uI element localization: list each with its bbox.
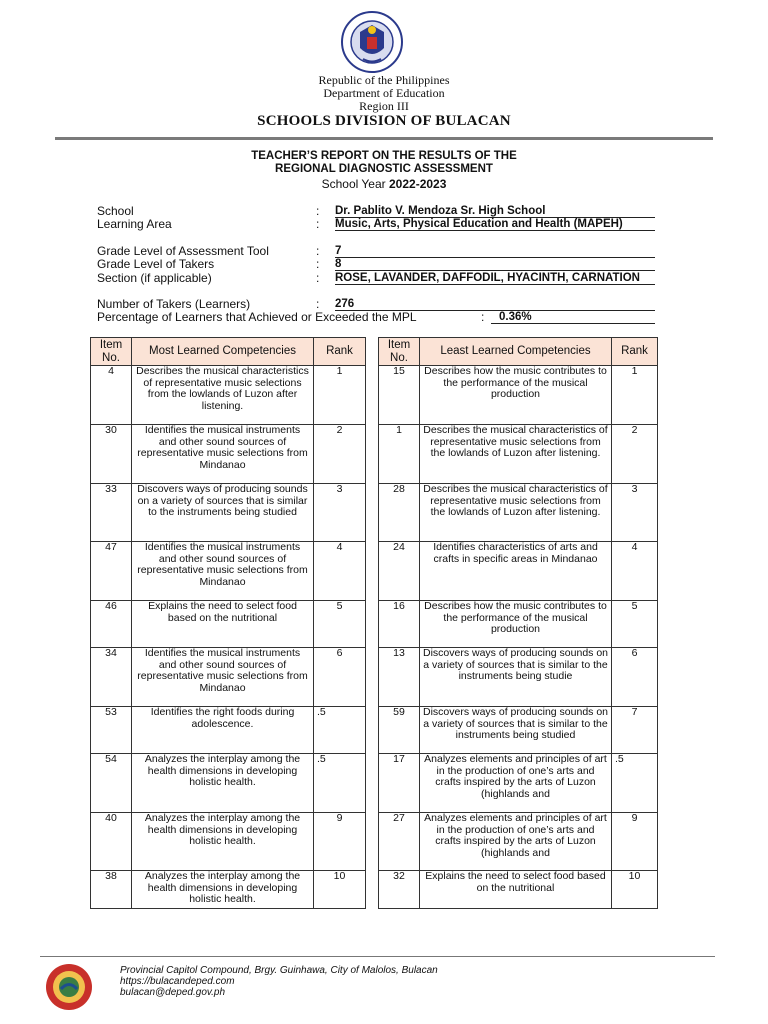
report-title-line1: TEACHER’S REPORT ON THE RESULTS OF THE <box>251 150 517 162</box>
report-title-line2: REGIONAL DIAGNOSTIC ASSESSMENT <box>275 163 493 175</box>
competency-cell: Discovers ways of producing sounds on a variety of sources that is similar to the instruments being studie <box>420 648 612 707</box>
header-division: SCHOOLS DIVISION OF BULACAN <box>257 113 511 129</box>
item-no-cell: 46 <box>91 601 132 648</box>
rank-cell: 2 <box>314 425 366 484</box>
bulacan-seal-logo <box>38 962 100 1012</box>
item-no-cell: 27 <box>379 813 420 871</box>
item-no-cell: 1 <box>379 425 420 484</box>
table-row <box>91 707 366 754</box>
school-value: Dr. Pablito V. Mendoza Sr. High School <box>335 205 655 218</box>
rank-cell: .5 <box>612 754 658 813</box>
rank-cell: 6 <box>612 648 658 707</box>
table-header-row <box>379 338 658 366</box>
header-department: Department of Education <box>323 86 445 100</box>
table-row <box>379 366 658 425</box>
rank-header: Rank <box>314 338 366 366</box>
competency-cell: Discovers ways of producing sounds on a variety of sources that is similar to the instruments being studied <box>420 707 612 754</box>
competency-cell: Describes the musical characteristics of representative music selections from the lowlands of Luzon after listening. <box>132 366 314 425</box>
mpl-value: 0.36% <box>491 311 655 324</box>
item-no-cell: 38 <box>91 871 132 909</box>
footer-contact <box>120 965 438 998</box>
competency-cell: Analyzes the interplay among the health dimensions in developing holistic health. <box>132 813 314 871</box>
takers-label: Number of Takers (Learners) <box>97 297 251 311</box>
competency-cell: Describes the musical characteristics of representative music selections from the lowlands of Luzon after listening. <box>420 484 612 542</box>
item-no-cell: 32 <box>379 871 420 909</box>
table-row <box>379 425 658 484</box>
competency-cell: Identifies the musical instruments and other sound sources of representative music selections from Mindanao <box>132 425 314 484</box>
competency-cell: Describes the musical characteristics of representative music selections from the lowlands of Luzon after listening. <box>420 425 612 484</box>
competency-cell: Identifies the musical instruments and other sound sources of representative music selections from Mindanao <box>132 648 314 707</box>
table-row <box>91 425 366 484</box>
item-no-header: Item No. <box>379 338 420 366</box>
item-no-cell: 40 <box>91 813 132 871</box>
competency-cell: Identifies the musical instruments and other sound sources of representative music selections from Mindanao <box>132 542 314 601</box>
item-no-cell: 15 <box>379 366 420 425</box>
table-row <box>379 542 658 601</box>
colon: : <box>316 297 320 311</box>
item-no-cell: 34 <box>91 648 132 707</box>
rank-cell: 7 <box>612 707 658 754</box>
header-divider <box>55 137 713 140</box>
colon: : <box>316 217 320 231</box>
rank-cell: 5 <box>314 601 366 648</box>
deped-seal-logo <box>337 10 407 74</box>
competency-cell: Identifies characteristics of arts and crafts in specific areas in Mindanao <box>420 542 612 601</box>
competency-cell: Analyzes elements and principles of art in the production of one’s arts and crafts inspired by the arts of Luzon (highlands and <box>420 813 612 871</box>
item-no-cell: 59 <box>379 707 420 754</box>
table-row <box>379 754 658 813</box>
competency-cell: Identifies the right foods during adolescence. <box>132 707 314 754</box>
colon: : <box>316 257 320 271</box>
item-no-cell: 17 <box>379 754 420 813</box>
table-row <box>91 871 366 909</box>
item-no-cell: 16 <box>379 601 420 648</box>
most-learned-table <box>90 337 366 909</box>
colon: : <box>316 271 320 285</box>
rank-cell: 5 <box>612 601 658 648</box>
school-year: School Year 2022-2023 <box>321 177 447 191</box>
item-no-header: Item No. <box>91 338 132 366</box>
table-row <box>91 601 366 648</box>
rank-cell: 6 <box>314 648 366 707</box>
section-label: Section (if applicable) <box>97 271 212 285</box>
rank-cell: 4 <box>314 542 366 601</box>
competency-cell: Describes how the music contributes to the performance of the musical production <box>420 366 612 425</box>
competency-cell: Discovers ways of producing sounds on a variety of sources that is similar to the instruments being studied <box>132 484 314 542</box>
rank-cell: 3 <box>314 484 366 542</box>
item-no-cell: 30 <box>91 425 132 484</box>
rank-cell: 1 <box>612 366 658 425</box>
colon: : <box>316 244 320 258</box>
item-no-cell: 54 <box>91 754 132 813</box>
table-row <box>379 601 658 648</box>
competency-cell: Explains the need to select food based on the nutritional <box>420 871 612 909</box>
rank-cell: 3 <box>612 484 658 542</box>
colon: : <box>481 310 485 324</box>
table-row <box>91 648 366 707</box>
footer-website[interactable]: https://bulacandeped.com <box>120 976 235 987</box>
grade-takers-label: Grade Level of Takers <box>97 257 215 271</box>
header-republic: Republic of the Philippines <box>318 73 450 87</box>
rank-cell: 1 <box>314 366 366 425</box>
competency-header: Least Learned Competencies <box>420 338 612 366</box>
table-row <box>379 648 658 707</box>
table-header-row <box>91 338 366 366</box>
grade-tool-label: Grade Level of Assessment Tool <box>97 244 269 258</box>
rank-cell: .5 <box>314 707 366 754</box>
item-no-cell: 53 <box>91 707 132 754</box>
item-no-cell: 47 <box>91 542 132 601</box>
table-row <box>91 542 366 601</box>
table-row <box>91 813 366 871</box>
item-no-cell: 13 <box>379 648 420 707</box>
grade-tool-value: 7 <box>335 245 655 258</box>
colon: : <box>316 204 320 218</box>
table-row <box>379 871 658 909</box>
rank-header: Rank <box>612 338 658 366</box>
item-no-cell: 24 <box>379 542 420 601</box>
rank-cell: 2 <box>612 425 658 484</box>
rank-cell: .5 <box>314 754 366 813</box>
footer-address: Provincial Capitol Compound, Brgy. Guinhawa, City of Malolos, Bulacan <box>120 965 438 976</box>
rank-cell: 10 <box>612 871 658 909</box>
competency-header: Most Learned Competencies <box>132 338 314 366</box>
item-no-cell: 28 <box>379 484 420 542</box>
footer-email[interactable]: bulacan@deped.gov.ph <box>120 987 226 998</box>
rank-cell: 4 <box>612 542 658 601</box>
rank-cell: 10 <box>314 871 366 909</box>
table-row <box>91 484 366 542</box>
header-region: Region III <box>359 99 409 113</box>
school-label: School <box>97 204 134 218</box>
table-row <box>379 813 658 871</box>
rank-cell: 9 <box>612 813 658 871</box>
rank-cell: 9 <box>314 813 366 871</box>
competency-cell: Describes how the music contributes to the performance of the musical production <box>420 601 612 648</box>
least-learned-table <box>378 337 658 909</box>
table-row <box>91 754 366 813</box>
grade-takers-value: 8 <box>335 258 655 271</box>
section-value: ROSE, LAVANDER, DAFFODIL, HYACINTH, CARNATION <box>335 272 655 285</box>
competency-cell: Analyzes the interplay among the health dimensions in developing holistic health. <box>132 871 314 909</box>
table-row <box>379 484 658 542</box>
learning-area-value: Music, Arts, Physical Education and Health (MAPEH) <box>335 218 655 231</box>
competency-cell: Analyzes the interplay among the health dimensions in developing holistic health. <box>132 754 314 813</box>
learning-area-label: Learning Area <box>97 217 172 231</box>
item-no-cell: 4 <box>91 366 132 425</box>
footer-divider <box>40 956 715 957</box>
competency-cell: Explains the need to select food based on the nutritional <box>132 601 314 648</box>
takers-value: 276 <box>335 298 655 311</box>
table-row <box>379 707 658 754</box>
item-no-cell: 33 <box>91 484 132 542</box>
table-row <box>91 366 366 425</box>
competency-cell: Analyzes elements and principles of art in the production of one’s arts and crafts inspired by the arts of Luzon (highlands and <box>420 754 612 813</box>
mpl-label: Percentage of Learners that Achieved or Exceeded the MPL <box>97 310 417 324</box>
